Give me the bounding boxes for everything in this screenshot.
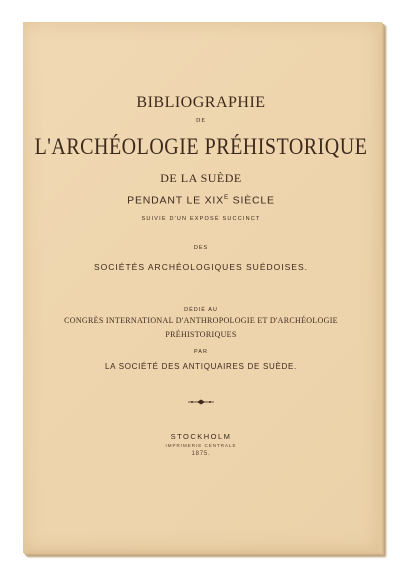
book-cover: [23, 22, 382, 553]
title-period-sup: E: [223, 194, 229, 201]
ornament-icon: [186, 399, 216, 405]
city-line: STOCKHOLM: [170, 432, 232, 441]
dedication-label: DÉDIÉ AU: [184, 307, 218, 313]
title-period-main: PENDANT LE XIX: [127, 194, 224, 207]
title-bibliographie: BIBLIOGRAPHIE: [136, 94, 266, 111]
subtitle: SUIVIE D'UN EXPOSÉ SUCCINCT: [141, 216, 261, 222]
printer-line: IMPRIMERIE CENTRALE: [165, 443, 237, 448]
title-de-la-suede: DE LA SUÈDE: [160, 171, 242, 185]
connector-par: PAR: [194, 349, 208, 355]
congress-line-1: CONGRÈS INTERNATIONAL D'ANTHROPOLOGIE ET D'ARCHÉOLOGIE: [64, 316, 338, 325]
title-period-end: SIÈCLE: [228, 194, 275, 207]
author-line: LA SOCIÉTÉ DES ANTIQUAIRES DE SUÈDE.: [105, 362, 297, 371]
year-line: 1875.: [191, 451, 211, 457]
connector-des: DES: [193, 245, 209, 251]
congress-line-2: PRÉHISTORIQUES: [165, 330, 237, 339]
societies-line: SOCIÉTÉS ARCHÉOLOGIQUES SUÉDOISES.: [94, 262, 308, 272]
title-period: [23, 194, 379, 207]
connector-de: DE: [196, 118, 206, 124]
title-archeologie: L'ARCHÉOLOGIE PRÉHISTORIQUE: [34, 134, 368, 160]
